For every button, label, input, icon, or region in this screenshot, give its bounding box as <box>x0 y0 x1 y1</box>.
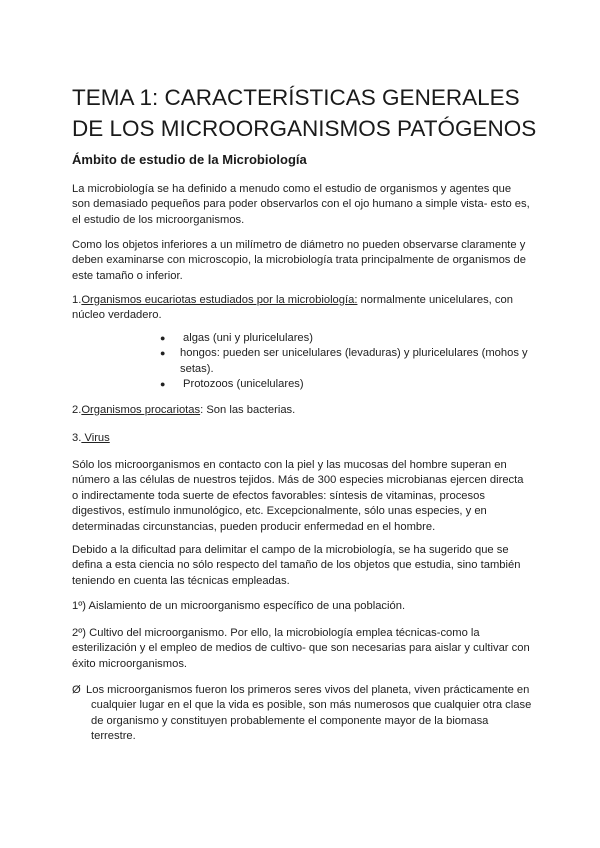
list-item <box>146 331 536 346</box>
paragraph-difficulty: Debido a la dificultad para delimitar el campo de la microbiología, se ha sugerido que se defina a esta ciencia no sólo respecto del tamaño de los objetos que estudia, sino también teniendo en cuenta las técnicas empleadas. <box>72 544 521 587</box>
paragraph-continuation: cualquier lugar en el que la vida es posible, son más numerosos que cualquier otra clase de organismo y constituyen probablemente el componente mayor de la biomasa terrestre. <box>91 699 532 743</box>
section-heading: Ámbito de estudio de la Microbiología <box>72 152 307 167</box>
item-eucariotas <box>72 293 532 324</box>
paragraph-culture: 2º) Cultivo del microorganismo. Por ello, la microbiología emplea técnicas-como la esterilización y el empleo de medios de cultivo- que son necesarias para aislar y cultivar con éxito microorganismos. <box>72 627 530 670</box>
list-item <box>146 377 536 392</box>
list-item-text: Protozoos (unicelulares) <box>183 378 304 391</box>
item-virus <box>72 431 532 446</box>
list-item <box>146 346 536 377</box>
paragraph-isolation: 1º) Aislamiento de un microorganismo específico de una población. <box>72 600 406 612</box>
item-label: Organismos eucariotas estudiados por la microbiología: <box>81 294 358 306</box>
list-item-text: algas (uni y pluricelulares) <box>183 332 313 344</box>
item-number: 1. <box>72 294 82 306</box>
paragraph-microbes: Sólo los microorganismos en contacto con la piel y las mucosas del hombre superan en número a las células de nuestros tejidos. Más de 300 especies microbianas ejercen directa o indirectamente toda suerte de efectos favorables: síntesis de vitaminas, procesos digestivos, estímulo inmunológico, etc. Excepcionalmente, sólo unas especies, y en determinadas circunstancias, pueden producir enfermedad en el hombre. <box>72 459 524 533</box>
item-label: Organismos procariotas <box>81 404 201 416</box>
eucariotas-list <box>146 331 536 393</box>
item-number: 2. <box>72 404 82 416</box>
bullet-icon: ● <box>160 379 166 390</box>
item-text: normalmente unicelulares, con núcleo verdadero. <box>72 294 513 322</box>
bullet-icon: ● <box>160 348 166 359</box>
paragraph-size: Como los objetos inferiores a un milímetro de diámetro no pueden observarse claramente y deben examinarse con microscopio, la microbiología trata principalmente de organismos de este tamaño o inferior. <box>72 239 526 282</box>
arrow-bullet-icon: Ø <box>72 684 81 696</box>
item-number: 3. <box>72 432 82 444</box>
item-label: Virus <box>81 432 110 444</box>
list-item-text: hongos: pueden ser unicelulares (levaduras) y pluricelulares (mohos y setas). <box>180 347 528 375</box>
page-title: TEMA 1: CARACTERÍSTICAS GENERALES DE LOS MICROORGANISMOS PATÓGENOS <box>72 85 537 141</box>
paragraph-first-line: Los microorganismos fueron los primeros seres vivos del planeta, viven prácticamente en <box>86 684 530 696</box>
item-procariotas <box>72 403 532 418</box>
paragraph-definition: La microbiología se ha definido a menudo como el estudio de organismos y agentes que son demasiado pequeños para poder observarlos con el ojo humano a simple vista- esto es, el estudio de los microorganismos. <box>72 183 530 226</box>
paragraph-first-living <box>72 683 534 745</box>
item-text: : Son las bacterias. <box>200 404 296 416</box>
bullet-icon: ● <box>160 333 166 343</box>
